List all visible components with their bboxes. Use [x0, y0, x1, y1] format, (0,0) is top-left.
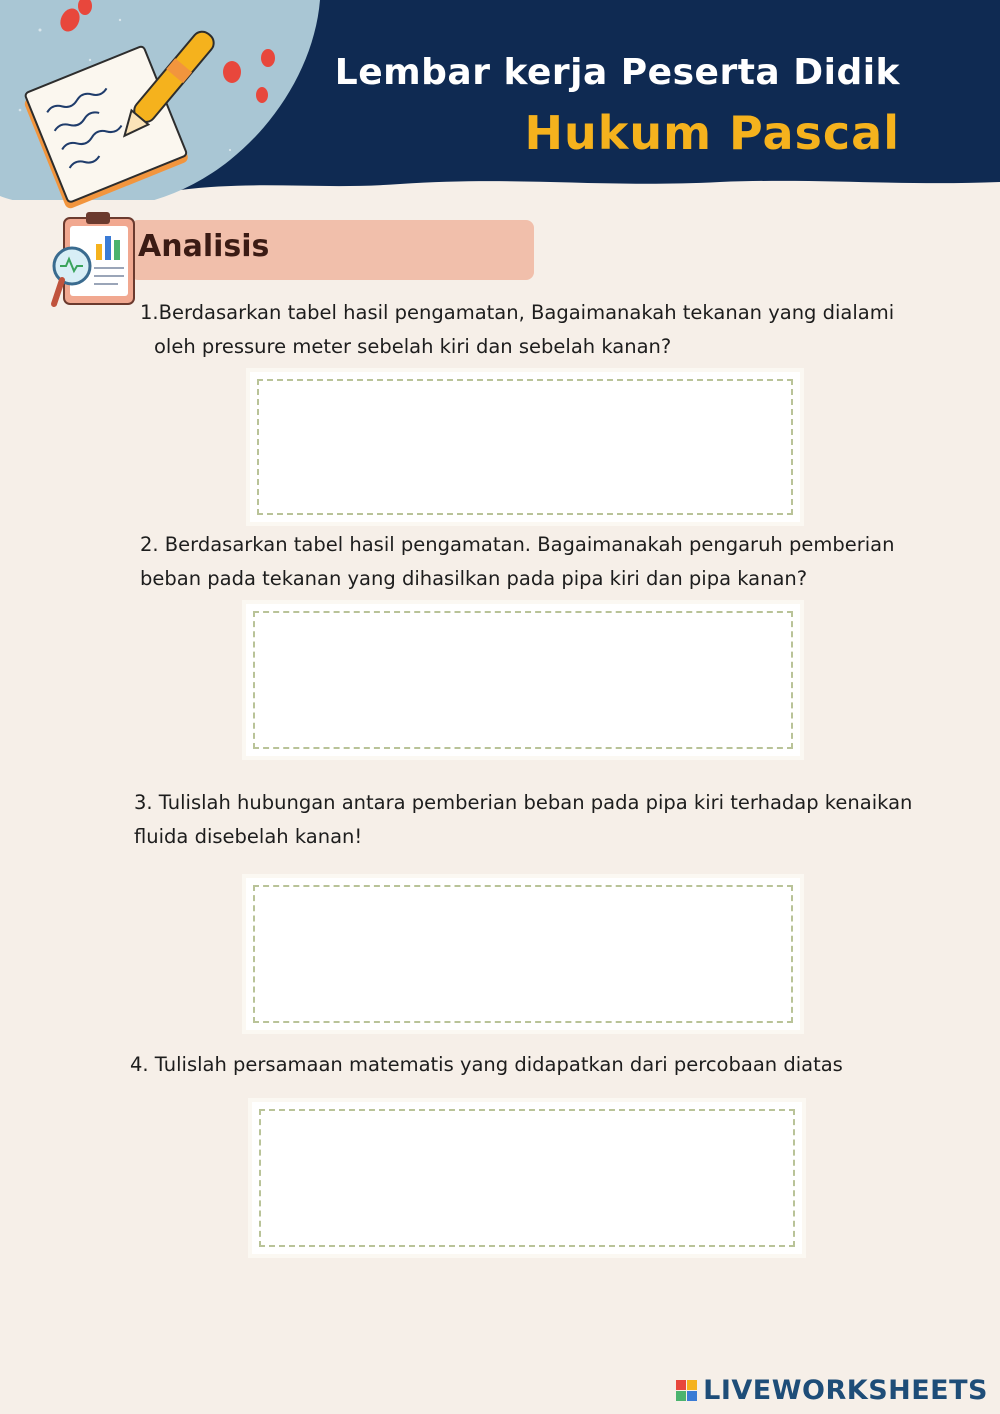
answer-box-2-border: [253, 611, 793, 749]
liveworksheets-logo: [676, 1375, 988, 1406]
answer-box-1[interactable]: [250, 372, 800, 522]
question-3-line-2: fluida disebelah kanan!: [134, 825, 363, 848]
question-1-line-2: oleh pressure meter sebelah kiri dan sebelah kanan?: [154, 335, 672, 358]
worksheet-subtitle: Lembar kerja Peserta Didik: [334, 52, 900, 93]
answer-box-4[interactable]: [252, 1102, 802, 1254]
answer-box-3[interactable]: [246, 878, 800, 1030]
answer-box-4-border: [259, 1109, 795, 1247]
question-1: [140, 296, 894, 364]
section-title: Analisis: [138, 229, 270, 264]
answer-box-1-border: [257, 379, 793, 515]
question-3: [134, 786, 912, 854]
question-2-line-2: beban pada tekanan yang dihasilkan pada pipa kiri dan pipa kanan?: [140, 567, 808, 590]
question-4: [130, 1048, 843, 1082]
question-2-line-1: 2. Berdasarkan tabel hasil pengamatan. Bagaimanakah pengaruh pemberian: [140, 533, 895, 556]
liveworksheets-brand: LIVEWORKSHEETS: [703, 1375, 988, 1406]
answer-box-3-border: [253, 885, 793, 1023]
notebook-pen-illustration: [0, 0, 300, 220]
question-4-line-1: 4. Tulislah persamaan matematis yang didapatkan dari percobaan diatas: [130, 1053, 843, 1076]
worksheet-title: Hukum Pascal: [524, 106, 900, 160]
clipboard-chart-icon: [48, 208, 144, 318]
question-2: [140, 528, 894, 596]
liveworksheets-logo-icon: [676, 1380, 697, 1401]
question-3-line-1: 3. Tulislah hubungan antara pemberian beban pada pipa kiri terhadap kenaikan: [134, 791, 913, 814]
answer-box-2[interactable]: [246, 604, 800, 756]
question-1-line-1: 1.Berdasarkan tabel hasil pengamatan, Bagaimanakah tekanan yang dialami: [140, 301, 895, 324]
